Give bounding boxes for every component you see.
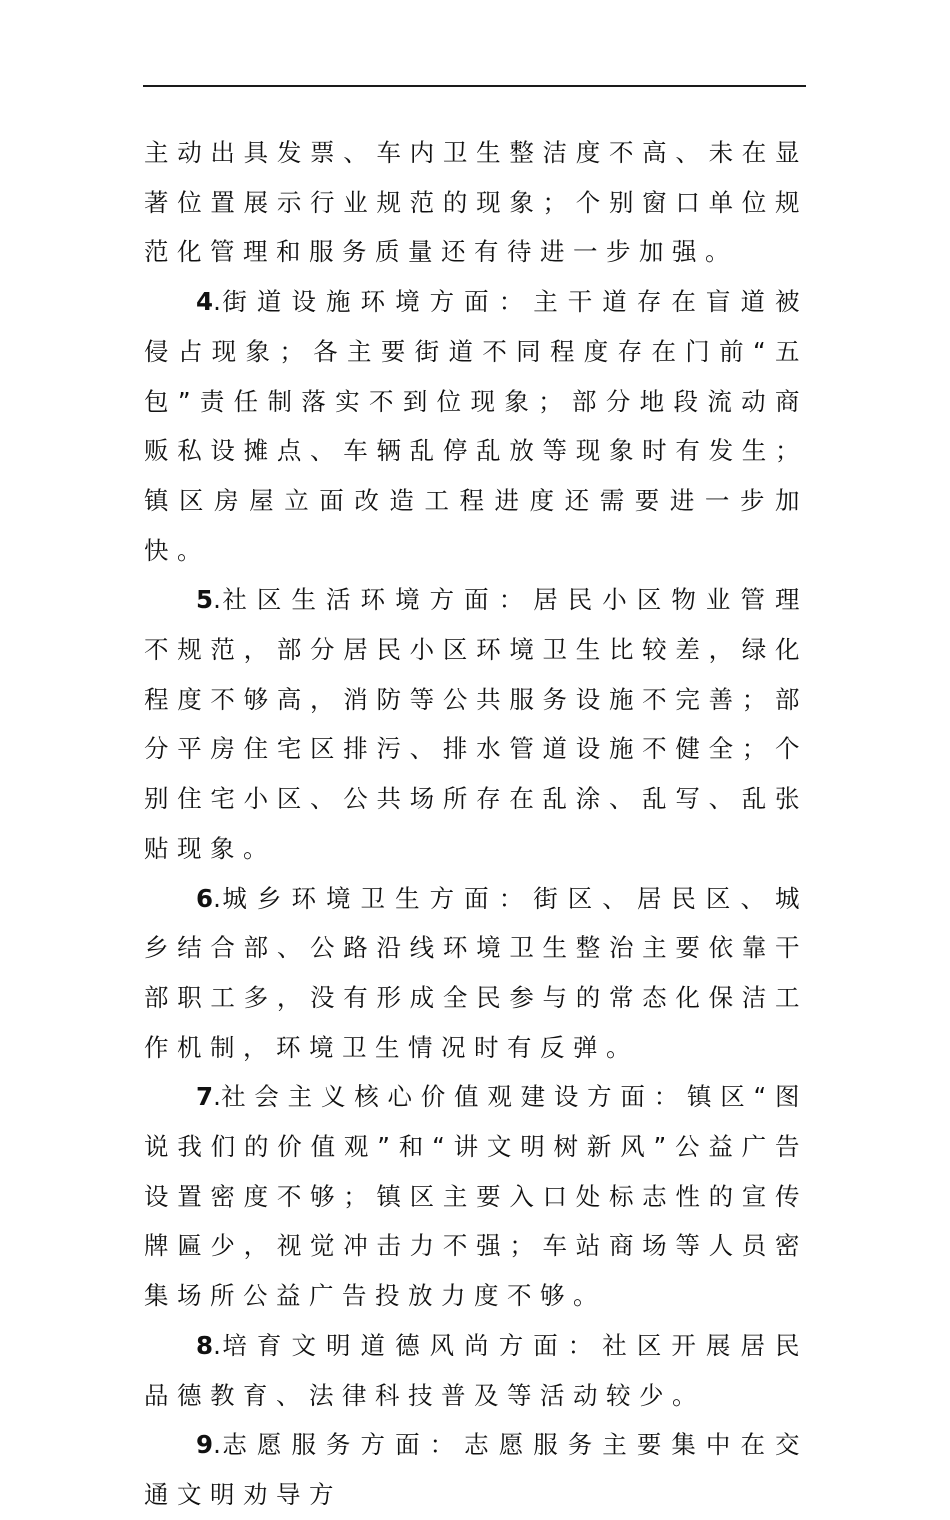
item-number-separator: . xyxy=(213,1430,221,1460)
item-number: 9 xyxy=(196,1430,214,1460)
item-number: 4 xyxy=(196,287,214,317)
paragraph-text: 社会主义核心价值观建设方面：镇区“图说我们的价值观”和“讲文明树新风”公益广告设置密度不够；镇区主要入口处标志性的宣传牌匾少，视觉冲击力不强；车站商场等人员密集场所公益广告投放力度不够。 xyxy=(144,1082,808,1311)
item-number-separator: . xyxy=(213,883,221,913)
item-number-separator: . xyxy=(213,1330,221,1360)
paragraph-text: 培育文明道德风尚方面：社区开展居民品德教育、法律科技普及等活动较少。 xyxy=(144,1330,808,1410)
paragraph-item-9 xyxy=(144,1420,808,1519)
item-number: 8 xyxy=(196,1330,214,1360)
paragraph-text: 志愿服务方面：志愿服务主要集中在交通文明劝导方 xyxy=(144,1430,808,1509)
paragraph-item-5 xyxy=(144,575,808,873)
paragraph-text: 社区生活环境方面：居民小区物业管理不规范，部分居民小区环境卫生比较差，绿化程度不够高，消防等公共服务设施不完善；部分平房住宅区排污、排水管道设施不健全；个别住宅小区、公共场所存在乱涂、乱写、乱张贴现象。 xyxy=(144,585,808,863)
paragraph-text: 城乡环境卫生方面：街区、居民区、城乡结合部、公路沿线环境卫生整治主要依靠干部职工多，没有形成全民参与的常态化保洁工作机制，环境卫生情况时有反弹。 xyxy=(144,883,808,1062)
paragraph-text: 街道设施环境方面：主干道存在盲道被侵占现象；各主要街道不同程度存在门前“五包”责任制落实不到位现象；部分地段流动商贩私设摊点、车辆乱停乱放等现象时有发生；镇区房屋立面改造工程进度还需要进一步加快。 xyxy=(144,287,808,565)
item-number: 6 xyxy=(196,883,214,913)
document-body xyxy=(144,128,808,1520)
paragraph-item-4 xyxy=(144,277,808,575)
paragraph-continuation xyxy=(144,128,808,277)
paragraph-text: 主动出具发票、车内卫生整洁度不高、未在显著位置展示行业规范的现象；个别窗口单位规范化管理和服务质量还有待进一步加强。 xyxy=(144,138,808,267)
item-number-separator: . xyxy=(213,1082,221,1112)
item-number-separator: . xyxy=(213,585,221,615)
paragraph-item-6 xyxy=(144,874,808,1073)
paragraph-item-7 xyxy=(144,1072,808,1321)
item-number: 5 xyxy=(196,585,214,615)
item-number-separator: . xyxy=(213,287,221,317)
header-rule xyxy=(143,85,806,87)
item-number: 7 xyxy=(196,1082,214,1112)
paragraph-item-8 xyxy=(144,1321,808,1420)
